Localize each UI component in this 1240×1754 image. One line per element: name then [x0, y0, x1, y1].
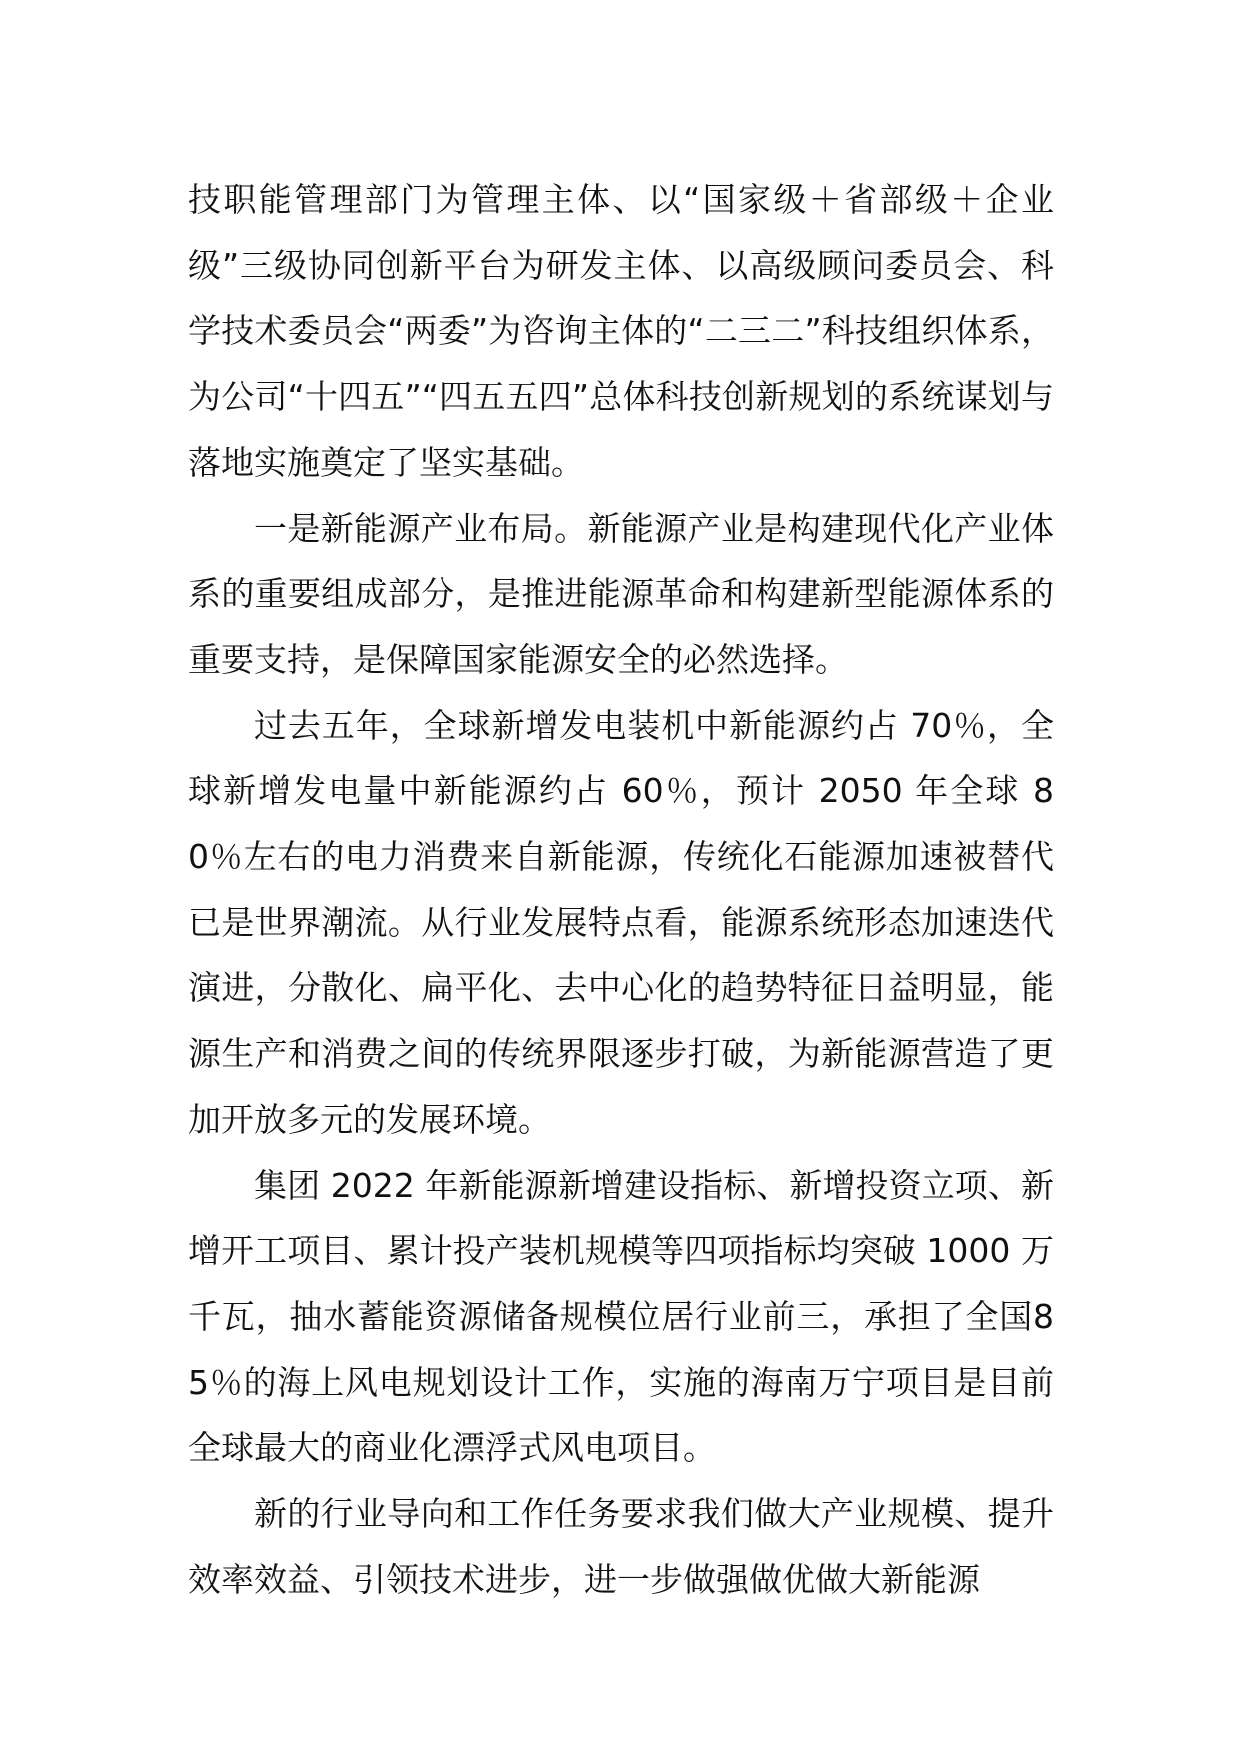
paragraph-continuation: 技职能管理部门为管理主体、以“国家级＋省部级＋企业级”三级协同创新平台为研发主体、以高级顾问委员会、科学技术委员会“两委”为咨询主体的“二三二”科技组织体系，为公司“十四五”“四五五四”总体科技创新规划的系统谋划与落地实施奠定了坚实基础。 [188, 180, 1054, 482]
paragraph-new-requirements: 新的行业导向和工作任务要求我们做大产业规模、提升效率效益、引领技术进步，进一步做强做优做大新能源 [188, 1494, 1054, 1599]
paragraph-new-energy-layout: 一是新能源产业布局。新能源产业是构建现代化产业体系的重要组成部分，是推进能源革命和构建新型能源体系的重要支持，是保障国家能源安全的必然选择。 [188, 508, 1054, 679]
document-body [188, 167, 1054, 1612]
paragraph-group-achievements: 集团 2022 年新能源新增建设指标、新增投资立项、新增开工项目、累计投产装机规模等四项指标均突破 1000 万千瓦，抽水蓄能资源储备规模位居行业前三，承担了全国85％的海上风电规划设计工作，实施的海南万宁项目是目前全球最大的商业化漂浮式风电项目。 [188, 1165, 1054, 1468]
paragraph-global-trend: 过去五年，全球新增发电装机中新能源约占 70％，全球新增发电量中新能源约占 60％，预计 2050 年全球 80％左右的电力消费来自新能源，传统化石能源加速被替代已是世界潮流。从行业发展特点看，能源系统形态加速迭代演进，分散化、扁平化、去中心化的趋势特征日益明显，能源生产和消费之间的传统界限逐步打破，为新能源营造了更加开放多元的发展环境。 [188, 705, 1054, 1139]
